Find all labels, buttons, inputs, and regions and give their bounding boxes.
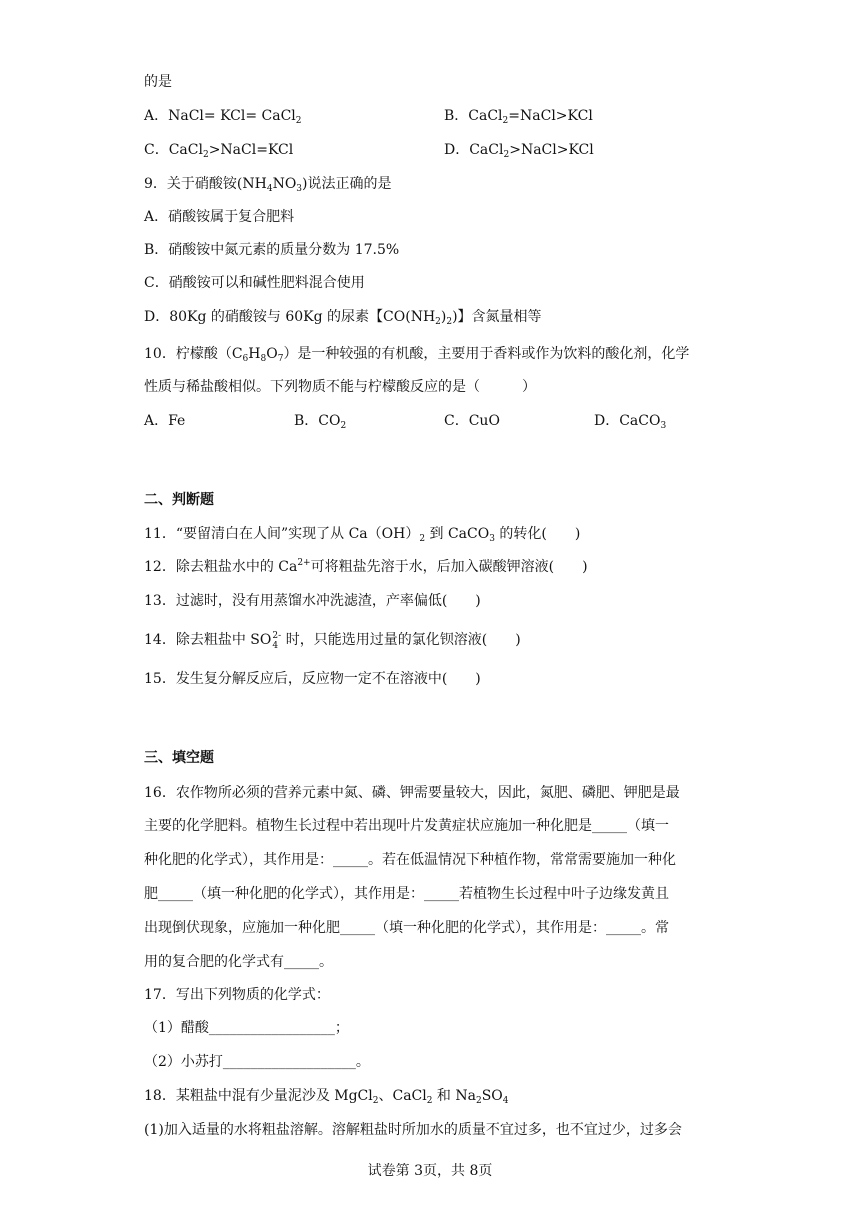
q18-stem: 18．某粗盐中混有少量泥沙及 MgCl$_2$、CaCl$_2$ 和 $Na_2SO_4$ xyxy=(144,1088,509,1106)
q10-stem-line2: 性质与稀盐酸相似。下列物质不能与柠檬酸反应的是（ ） xyxy=(144,379,536,395)
q10-option-c: C．CuO xyxy=(444,413,500,429)
q9-option-c: C．硝酸铵可以和碱性肥料混合使用 xyxy=(144,275,365,291)
q16-line3: 种化肥的化学式），其作用是：_____。若在低温情况下种植作物，常常需要施加一种化 xyxy=(144,852,676,868)
q16-line2: 主要的化学肥料。植物生长过程中若出现叶片发黄症状应施加一种化肥是_____（填一 xyxy=(144,818,669,834)
q16-line5: 出现倒伏现象，应施加一种化肥_____（填一种化肥的化学式），其作用是：_____。常 xyxy=(144,920,669,936)
q17-stem: 17．写出下列物质的化学式： xyxy=(144,987,330,1003)
q8-option-c: C．CaCl$_2$>NaCl=KCl xyxy=(144,142,294,160)
q12: 12．除去粗盐水中的 $Ca^{2+}$可将粗盐先溶于水，后加入碳酸钾溶液( ) xyxy=(144,558,588,575)
q8-option-b: B．CaCl$_2$=NaCl>KCl xyxy=(444,108,593,126)
section-2-title: 二、判断题 xyxy=(144,492,214,508)
q10-option-a: A．Fe xyxy=(144,413,186,429)
q9-stem: 9．关于硝酸铵$(NH_4NO_3)$说法正确的是 xyxy=(144,176,392,194)
q14: 14．除去粗盐中 SO 2- 4 时，只能选用过量的氯化钡溶液( ) xyxy=(144,631,521,651)
q8-option-d: D．CaCl$_2$>NaCl>KCl xyxy=(444,142,594,160)
q15: 15．发生复分解反应后，反应物一定不在溶液中( ) xyxy=(144,671,481,687)
page-footer: 试卷第 3页，共 8页 xyxy=(367,1163,493,1179)
q16-line1: 16．农作物所必须的营养元素中氮、磷、钾需要量较大，因此，氮肥、磷肥、钾肥是最 xyxy=(144,785,680,801)
q16-line6: 用的复合肥的化学式有_____。 xyxy=(144,954,333,970)
section-3-title: 三、填空题 xyxy=(144,750,214,766)
q18-part1: (1)加入适量的水将粗盐溶解。溶解粗盐时所加水的质量不宜过多，也不宜过少，过多会 xyxy=(144,1122,682,1138)
q13: 13．过滤时，没有用蒸馏水冲洗滤渣，产率偏低( ) xyxy=(144,593,481,609)
q8-option-a: A．NaCl= KCl= CaCl$_2$ xyxy=(144,108,302,126)
q17-part2: （2）小苏打___________________。 xyxy=(144,1054,370,1070)
q11: 11．“要留清白在人间”实现了从 $Ca(OH)_2$ 到 CaCO$_3$ 的转化( ) xyxy=(144,526,581,544)
q10-stem-line1: 10．柠檬酸$(C_6H_8O_7)$是一种较强的有机酸，主要用于香料或作为饮料的酸化剂，化学 xyxy=(144,346,690,364)
q8-tail: 的是 xyxy=(144,74,172,90)
q9-option-a: A．硝酸铵属于复合肥料 xyxy=(144,209,295,225)
q9-option-b: B．硝酸铵中氮元素的质量分数为 17.5% xyxy=(144,242,400,258)
q10-option-b: B．$CO_2$ xyxy=(294,413,347,431)
q16-line4: 肥_____（填一种化肥的化学式），其作用是：_____若植物生长过程中叶子边缘发黄且 xyxy=(144,886,669,902)
sulfate-charge: 2- 4 xyxy=(272,631,282,651)
q17-part1: （1）醋酸__________________； xyxy=(144,1020,349,1036)
q10-option-d: D．CaCO$_3$ xyxy=(594,413,667,431)
q9-option-d: D．80Kg 的硝酸铵与 60Kg 的尿素【$CO(NH_2)_2$)】含氮量相等 xyxy=(144,309,542,327)
